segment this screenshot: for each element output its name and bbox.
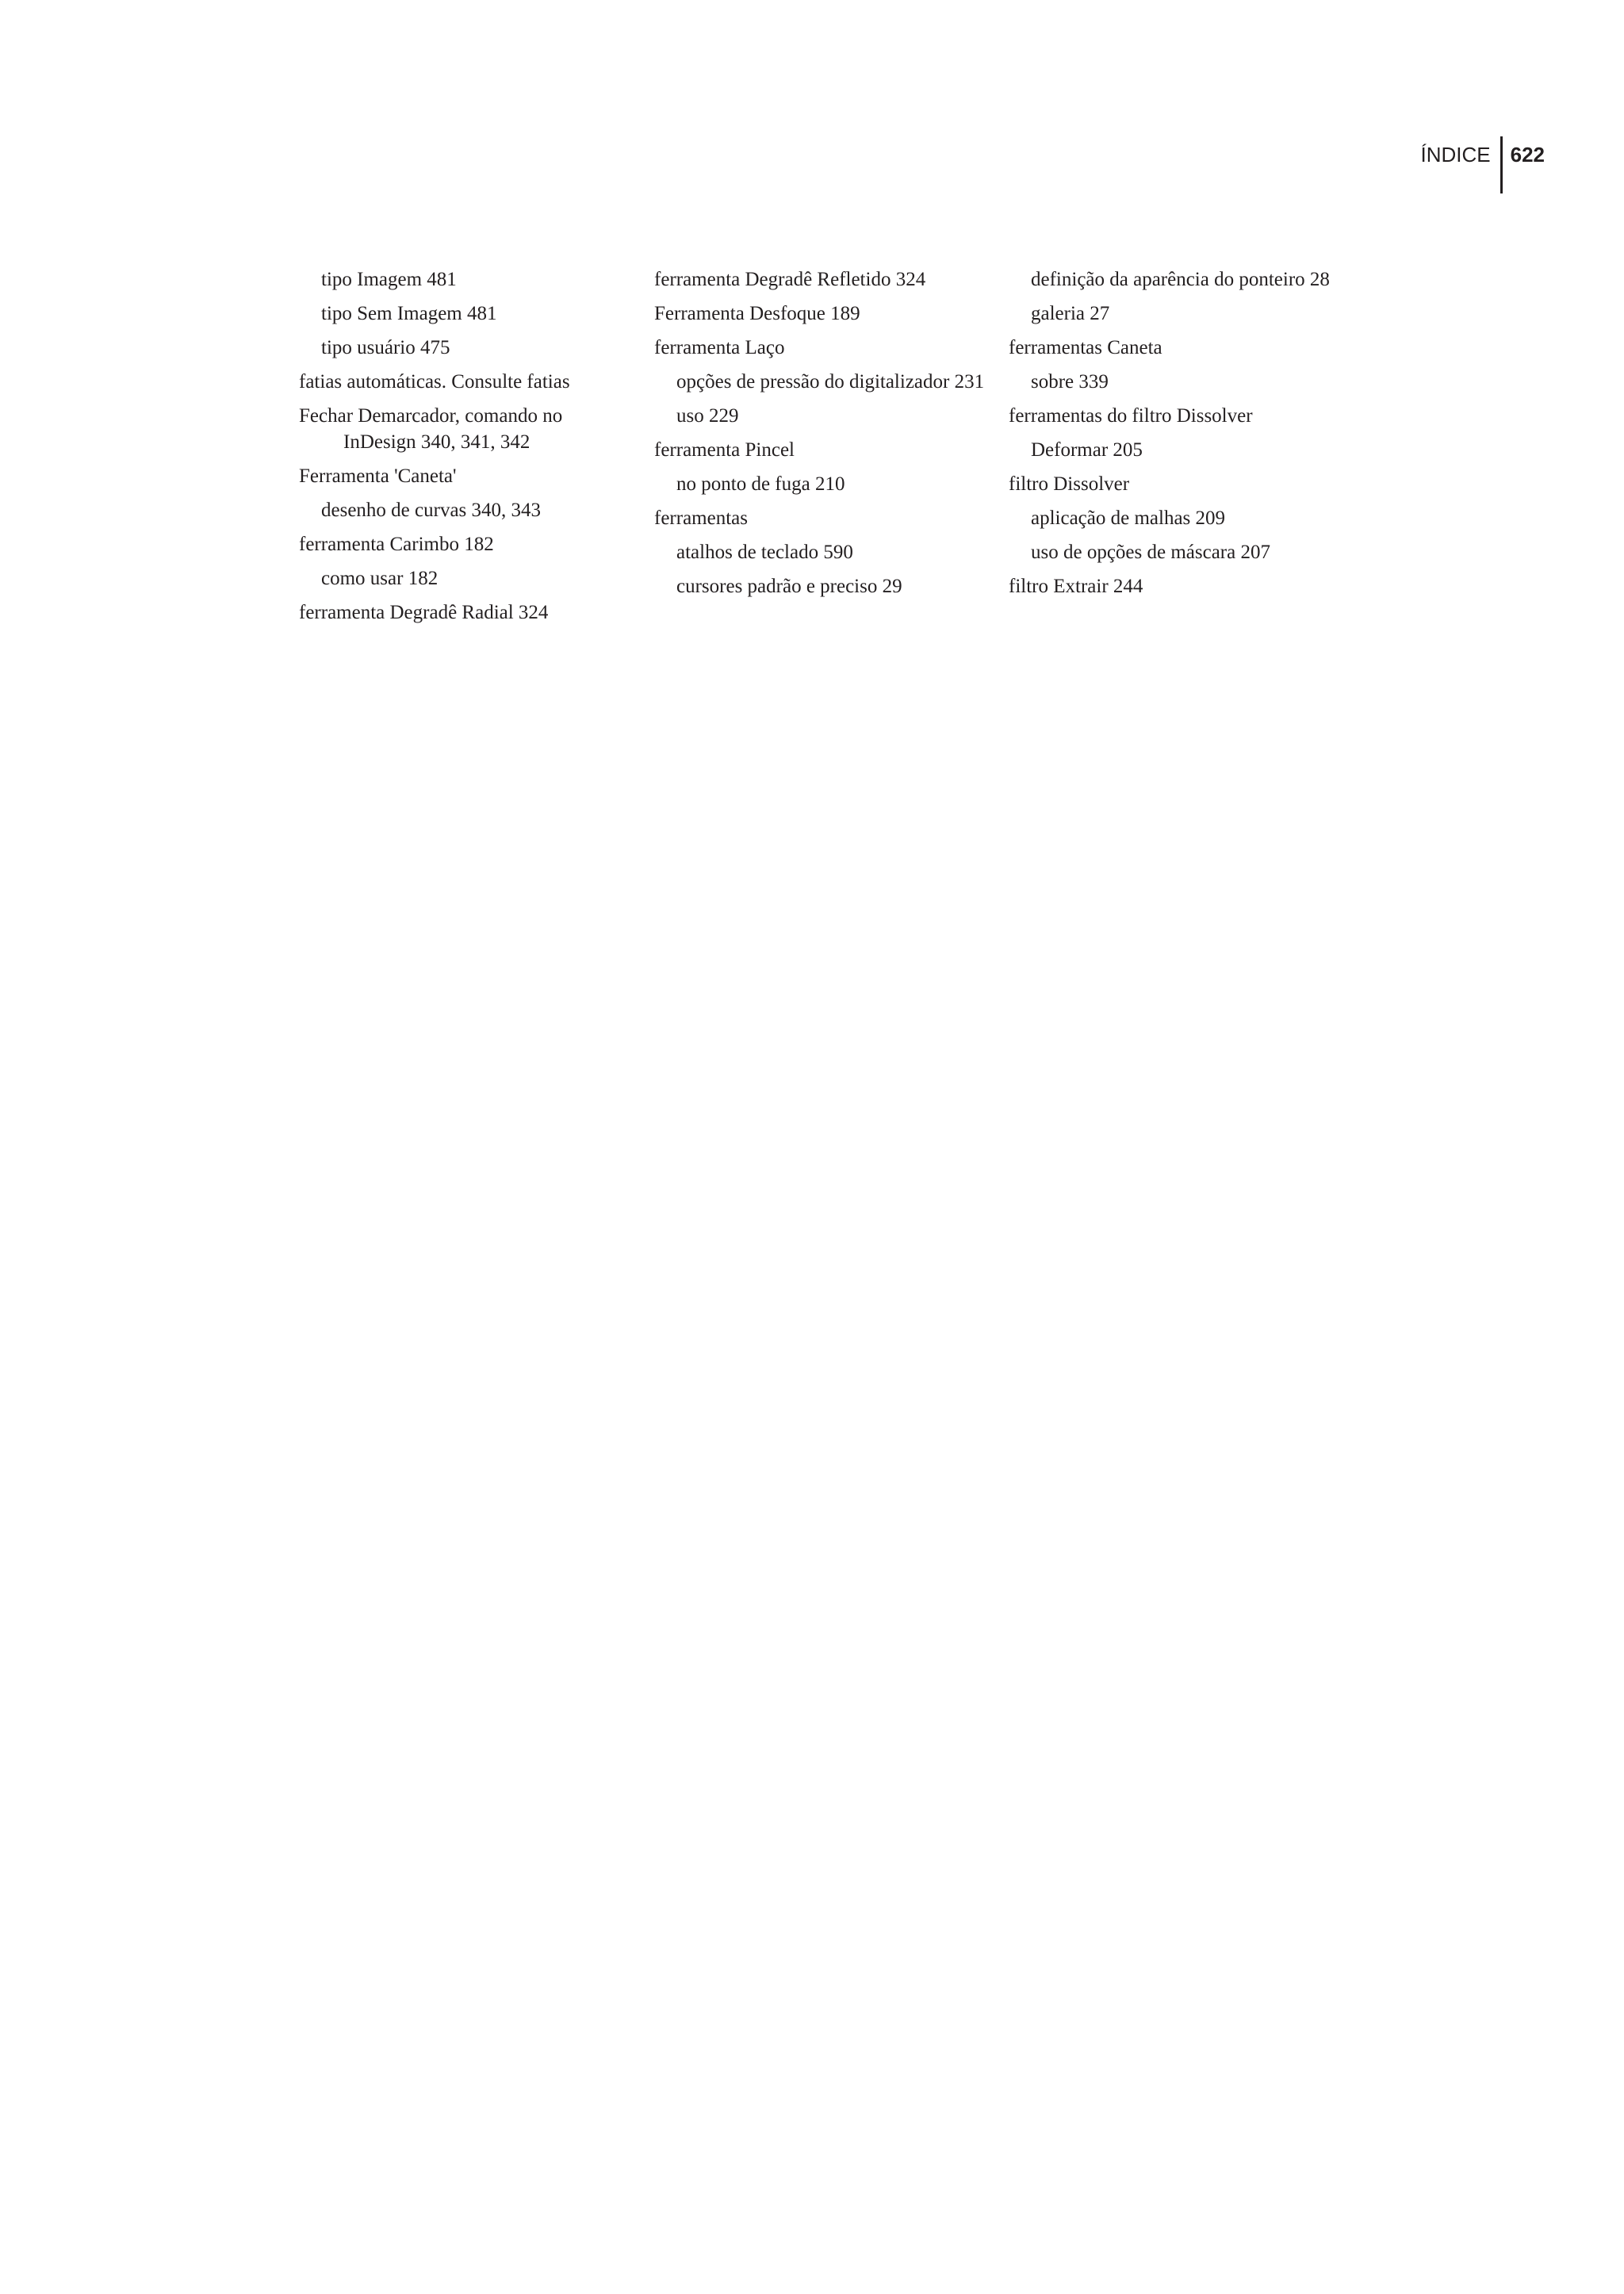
index-subentry: desenho de curvas 340, 343 bbox=[321, 500, 542, 521]
running-head bbox=[1420, 136, 1545, 193]
index-entry: ferramentas Caneta bbox=[1009, 337, 1162, 358]
index-subentry: aplicação de malhas 209 bbox=[1031, 507, 1226, 529]
index-subentry: tipo Imagem 481 bbox=[321, 269, 457, 290]
index-subentry: tipo Sem Imagem 481 bbox=[321, 303, 497, 324]
index-entry: filtro Dissolver bbox=[1009, 473, 1130, 495]
index-entry: ferramenta Pincel bbox=[654, 439, 795, 461]
index-column-2 bbox=[654, 266, 987, 607]
index-subentry: uso de opções de máscara 207 bbox=[1031, 542, 1270, 563]
index-entry: ferramenta Laço bbox=[654, 337, 785, 358]
index-subentry: cursores padrão e preciso 29 bbox=[676, 576, 902, 597]
index-subentry: galeria 27 bbox=[1031, 303, 1110, 324]
index-subentry: no ponto de fuga 210 bbox=[676, 473, 845, 495]
index-column-3 bbox=[1009, 266, 1342, 607]
page-number: 622 bbox=[1510, 143, 1545, 167]
index-subentry: definição da aparência do ponteiro 28 bbox=[1031, 269, 1330, 290]
section-title: ÍNDICE bbox=[1420, 143, 1491, 167]
index-subentry: como usar 182 bbox=[321, 568, 439, 589]
index-entry: fatias automáticas. Consulte fatias bbox=[299, 371, 570, 393]
index-entry: ferramentas do filtro Dissolver bbox=[1009, 405, 1253, 427]
index-entry: ferramenta Carimbo 182 bbox=[299, 534, 494, 555]
index-subentry: Deformar 205 bbox=[1031, 439, 1143, 461]
index-column-1 bbox=[299, 266, 632, 634]
index-entry: Ferramenta 'Caneta' bbox=[299, 465, 457, 487]
index-subentry: uso 229 bbox=[676, 405, 739, 427]
index-subentry: opções de pressão do digitalizador 231 bbox=[676, 371, 985, 393]
index-entry: Fechar Demarcador, comando no InDesign 340, 341, 342 bbox=[299, 405, 563, 453]
index-entry: ferramentas bbox=[654, 507, 748, 529]
index-entry: Ferramenta Desfoque 189 bbox=[654, 303, 860, 324]
index-entry: ferramenta Degradê Radial 324 bbox=[299, 602, 549, 623]
index-subentry: sobre 339 bbox=[1031, 371, 1109, 393]
index-subentry: atalhos de teclado 590 bbox=[676, 542, 853, 563]
index-entry: filtro Extrair 244 bbox=[1009, 576, 1143, 597]
index-entry: ferramenta Degradê Refletido 324 bbox=[654, 269, 926, 290]
index-subentry: tipo usuário 475 bbox=[321, 337, 450, 358]
